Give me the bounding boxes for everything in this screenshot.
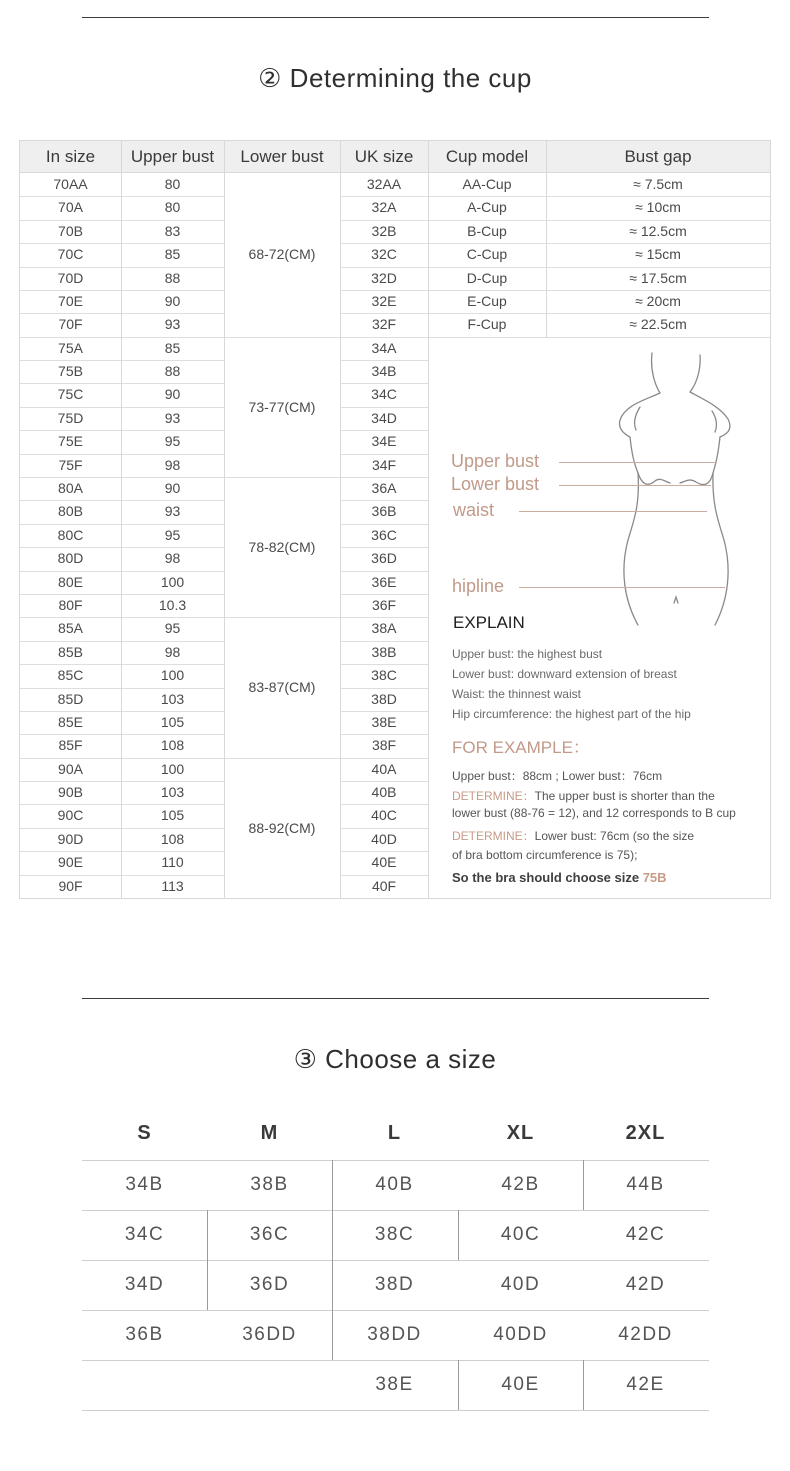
row-divider	[340, 734, 428, 735]
size-cell: 40B	[375, 1174, 414, 1195]
row-divider	[340, 804, 428, 805]
header-uk-size: UK size	[354, 147, 414, 166]
column-divider	[546, 141, 547, 337]
size-heading: M	[260, 1122, 279, 1144]
table-cell: 70C	[57, 246, 84, 263]
table-cell: 85C	[57, 667, 84, 684]
row-divider	[340, 243, 770, 244]
row-divider	[340, 313, 770, 314]
size-cell: 40C	[500, 1224, 541, 1245]
table-cell: 40B	[371, 784, 397, 801]
table-cell: C-Cup	[466, 246, 508, 263]
table-cell: 38E	[371, 713, 397, 730]
lower-bust-range: 88-92(CM)	[248, 819, 316, 836]
size-row-divider	[82, 1410, 709, 1411]
table-cell: ≈ 10cm	[635, 199, 681, 216]
table-cell: 34C	[371, 386, 397, 403]
row-divider	[20, 243, 224, 244]
header-bust-gap: Bust gap	[624, 147, 692, 166]
size-col-divider	[332, 1160, 333, 1360]
example-line-5: of bra bottom circumference is 75);	[452, 848, 638, 862]
table-cell: 93	[164, 503, 181, 520]
size-cell: 36B	[125, 1324, 164, 1345]
row-divider	[20, 360, 224, 361]
table-cell: 36E	[371, 573, 397, 590]
table-cell: 70D	[57, 269, 84, 286]
table-cell: 90	[164, 480, 181, 497]
table-cell: 90E	[58, 854, 83, 871]
table-cell: 85A	[58, 620, 83, 637]
table-cell: D-Cup	[466, 269, 508, 286]
row-divider	[20, 454, 224, 455]
size-cell: 38C	[374, 1224, 415, 1245]
table-cell: 32AA	[366, 176, 402, 192]
table-cell: B-Cup	[467, 222, 507, 239]
table-cell: 70E	[58, 292, 83, 309]
table-cell: 80A	[58, 480, 83, 497]
table-cell: 85D	[57, 690, 84, 707]
table-cell: 75B	[58, 363, 83, 380]
size-cell: 42E	[626, 1374, 665, 1395]
header-in-size: In size	[45, 147, 96, 166]
table-cell: 85F	[58, 737, 83, 754]
table-cell: 108	[160, 737, 185, 754]
determine-label: DETERMINE：	[452, 829, 535, 843]
table-cell: 34B	[371, 363, 397, 380]
row-divider	[340, 524, 428, 525]
row-divider	[20, 875, 224, 876]
table-cell: 85	[164, 246, 181, 263]
row-divider	[20, 500, 224, 501]
table-cell: 75D	[57, 409, 84, 426]
table-cell: 90B	[58, 784, 83, 801]
example-conclusion	[452, 870, 667, 885]
table-cell: 85E	[58, 713, 83, 730]
table-cell: 75E	[58, 433, 83, 450]
row-divider	[20, 688, 224, 689]
table-cell: 100	[160, 760, 185, 777]
table-cell: 90	[164, 292, 181, 309]
row-divider	[20, 430, 224, 431]
row-divider	[340, 688, 428, 689]
size-heading: L	[387, 1122, 402, 1144]
explain-line: Lower bust: downward extension of breast	[452, 667, 677, 681]
row-divider	[340, 360, 428, 361]
row-divider	[20, 547, 224, 548]
table-cell: 90D	[57, 830, 84, 847]
table-cell: 70AA	[53, 176, 88, 192]
row-divider	[20, 664, 224, 665]
row-divider	[20, 804, 224, 805]
row-divider	[20, 383, 224, 384]
row-divider	[20, 290, 224, 291]
size-cell	[207, 1360, 332, 1410]
size-cell: 36C	[249, 1224, 290, 1245]
size-cell: 42DD	[618, 1324, 673, 1345]
row-divider	[340, 267, 770, 268]
table-cell: 32F	[371, 316, 397, 333]
table-row	[20, 313, 770, 336]
table-cell: 34E	[371, 433, 397, 450]
table-row	[20, 734, 770, 757]
table-cell: 83	[164, 222, 181, 239]
waist-line	[519, 511, 707, 512]
size-heading: S	[137, 1122, 152, 1144]
table-cell: 36A	[371, 480, 397, 497]
table-cell: 32A	[371, 199, 397, 216]
label-upper-bust: Upper bust	[451, 451, 540, 471]
row-divider	[20, 734, 224, 735]
column-divider	[428, 141, 429, 898]
lower-bust-range: 68-72(CM)	[248, 246, 316, 262]
table-cell: 32D	[371, 269, 397, 286]
row-divider	[20, 267, 224, 268]
size-cell: 34C	[124, 1224, 165, 1245]
table-cell: 93	[164, 409, 181, 426]
determine-label: DETERMINE：	[452, 789, 535, 803]
explain-line: Hip circumference: the highest part of the hip	[452, 707, 691, 721]
column-divider	[340, 141, 341, 898]
row-divider	[20, 711, 224, 712]
example-line-2	[452, 787, 715, 804]
table-cell: 85	[164, 339, 181, 356]
row-divider	[340, 383, 428, 384]
row-divider	[340, 407, 428, 408]
table-cell: 40C	[371, 807, 397, 824]
answer-size: 75B	[642, 870, 667, 885]
lower-bust-line	[559, 485, 711, 486]
lower-bust-range: 83-87(CM)	[248, 679, 316, 696]
table-cell: 105	[160, 807, 185, 824]
table-row	[20, 173, 770, 196]
table-cell: 110	[161, 854, 184, 871]
table-cell: 80	[164, 176, 181, 192]
row-divider	[340, 641, 428, 642]
table-cell: 38A	[371, 620, 397, 637]
top-divider	[82, 17, 709, 18]
table-cell: AA-Cup	[462, 176, 512, 192]
conclusion-text: So the bra should choose size	[452, 870, 643, 885]
table-cell: 70F	[58, 316, 83, 333]
divider-choose-size	[82, 998, 709, 999]
row-divider	[340, 547, 428, 548]
table-cell: 80E	[58, 573, 83, 590]
label-waist: waist	[453, 500, 495, 520]
example-text: Lower bust: 76cm (so the size	[534, 829, 695, 843]
table-cell: 90	[164, 386, 181, 403]
row-divider	[340, 781, 428, 782]
table-cell: 80B	[58, 503, 83, 520]
row-divider	[340, 337, 770, 338]
table-cell: 38F	[371, 737, 397, 754]
table-cell: 90C	[57, 807, 84, 824]
size-col-divider	[207, 1210, 208, 1310]
body-outline-figure	[600, 345, 760, 645]
size-cell	[82, 1360, 207, 1410]
table-cell: 32C	[371, 246, 397, 263]
row-divider	[340, 430, 428, 431]
size-cell: 38D	[374, 1274, 415, 1295]
size-cell: 34B	[125, 1174, 164, 1195]
table-cell: 108	[160, 830, 185, 847]
size-cell: 40D	[500, 1274, 541, 1295]
size-heading: XL	[506, 1122, 535, 1144]
table-cell: 70A	[58, 199, 83, 216]
example-line-3: lower bust (88-76 = 12), and 12 corresponds to B cup	[452, 806, 736, 820]
table-cell: 36D	[371, 550, 397, 567]
size-col-divider	[583, 1360, 584, 1410]
table-cell: 80C	[57, 526, 84, 543]
table-cell: 34A	[371, 339, 397, 356]
table-cell: 32E	[371, 292, 397, 309]
row-divider	[20, 524, 224, 525]
row-divider	[340, 196, 770, 197]
table-cell: 75A	[58, 339, 83, 356]
example-line-1: Upper bust：88cm ; Lower bust：76cm	[452, 769, 663, 783]
row-divider	[20, 641, 224, 642]
table-cell: 32B	[371, 222, 397, 239]
table-cell: 103	[160, 690, 185, 707]
table-cell: 34F	[371, 456, 397, 473]
table-cell: 113	[161, 877, 184, 894]
table-cell: 75C	[57, 386, 84, 403]
table-cell: 85B	[58, 643, 83, 660]
row-divider	[20, 220, 224, 221]
table-cell: ≈ 7.5cm	[633, 176, 683, 192]
lower-bust-range: 73-77(CM)	[248, 398, 316, 415]
row-divider	[340, 500, 428, 501]
table-cell: 80D	[57, 550, 84, 567]
row-divider	[340, 828, 428, 829]
table-cell: ≈ 12.5cm	[629, 222, 687, 239]
table-cell: ≈ 15cm	[635, 246, 681, 263]
row-divider	[20, 407, 224, 408]
example-text: The upper bust is shorter than the	[534, 789, 715, 803]
row-divider	[20, 196, 224, 197]
table-cell: 40A	[371, 760, 397, 777]
table-cell: 105	[160, 713, 185, 730]
label-hipline: hipline	[452, 576, 505, 596]
table-cell: 90F	[58, 877, 83, 894]
size-cell: 38E	[375, 1374, 414, 1395]
table-cell: 88	[164, 269, 181, 286]
table-cell: 36B	[371, 503, 397, 520]
table-cell: A-Cup	[467, 199, 507, 216]
table-cell: ≈ 22.5cm	[629, 316, 687, 333]
table-cell: 75F	[58, 456, 83, 473]
row-divider	[20, 828, 224, 829]
size-cell: 42D	[625, 1274, 666, 1295]
row-divider	[20, 851, 224, 852]
row-divider	[340, 290, 770, 291]
size-col-divider	[583, 1160, 584, 1210]
row-divider	[20, 781, 224, 782]
lower-bust-range: 78-82(CM)	[248, 539, 316, 556]
section-title-size: ③ Choose a size	[293, 1044, 497, 1074]
size-cell: 38DD	[367, 1324, 422, 1345]
row-divider	[340, 594, 428, 595]
row-divider	[20, 594, 224, 595]
row-divider	[20, 313, 224, 314]
row-divider	[340, 571, 428, 572]
explain-line: Upper bust: the highest bust	[452, 647, 603, 661]
table-cell: 100	[160, 667, 185, 684]
table-row	[20, 290, 770, 313]
explain-line: Waist: the thinnest waist	[452, 687, 581, 701]
row-divider	[340, 454, 428, 455]
table-cell: 38C	[371, 667, 397, 684]
hipline-line	[519, 587, 725, 588]
table-cell: 95	[164, 433, 181, 450]
table-row	[20, 220, 770, 243]
upper-bust-line	[559, 462, 717, 463]
table-cell: 10.3	[158, 596, 187, 613]
table-cell: 34D	[371, 409, 397, 426]
table-cell: 80F	[58, 596, 83, 613]
table-cell: 103	[160, 784, 185, 801]
example-line-4	[452, 827, 694, 844]
size-cell: 38B	[250, 1174, 289, 1195]
header-upper-bust: Upper bust	[130, 147, 215, 166]
table-cell: ≈ 17.5cm	[629, 269, 687, 286]
size-cell: 36D	[249, 1274, 290, 1295]
size-cell: 42B	[501, 1174, 540, 1195]
table-cell: 98	[164, 550, 181, 567]
table-cell: 95	[164, 526, 181, 543]
table-row	[20, 243, 770, 266]
table-cell: E-Cup	[467, 292, 507, 309]
table-cell: 38D	[371, 690, 397, 707]
size-cell: 44B	[626, 1174, 665, 1195]
table-cell: 90A	[58, 760, 83, 777]
size-col-divider	[458, 1360, 459, 1410]
table-row	[20, 196, 770, 219]
table-cell: 98	[164, 643, 181, 660]
table-cell: 40E	[371, 854, 397, 871]
table-cell: 95	[164, 620, 181, 637]
table-cell: 36C	[371, 526, 397, 543]
row-divider	[340, 851, 428, 852]
table-cell: 38B	[371, 643, 397, 660]
table-header	[20, 141, 770, 173]
table-cell: ≈ 20cm	[635, 292, 681, 309]
row-divider	[20, 571, 224, 572]
size-cell: 42C	[625, 1224, 666, 1245]
row-divider	[340, 220, 770, 221]
table-cell: 100	[160, 573, 185, 590]
header-lower-bust: Lower bust	[240, 147, 324, 166]
example-heading: FOR EXAMPLE：	[452, 738, 590, 757]
row-divider	[340, 664, 428, 665]
table-cell: 80	[164, 199, 181, 216]
row-divider	[340, 875, 428, 876]
size-cell: 36DD	[242, 1324, 297, 1345]
section-title-cup: ② Determining the cup	[258, 63, 532, 93]
size-cell: 34D	[124, 1274, 165, 1295]
size-cell: 40DD	[493, 1324, 548, 1345]
size-heading: 2XL	[625, 1122, 666, 1144]
row-divider	[340, 711, 428, 712]
table-cell: 40F	[371, 877, 397, 894]
explain-heading: EXPLAIN	[453, 613, 525, 632]
table-row	[20, 267, 770, 290]
table-cell: 98	[164, 456, 181, 473]
table-cell: 88	[164, 363, 181, 380]
table-cell: F-Cup	[467, 316, 507, 333]
table-cell: 70B	[58, 222, 83, 239]
column-divider	[121, 141, 122, 898]
size-cell: 40E	[501, 1374, 540, 1395]
header-cup-model: Cup model	[445, 147, 529, 166]
table-cell: 36F	[371, 596, 397, 613]
table-cell: 40D	[371, 830, 397, 847]
table-cell: 93	[164, 316, 181, 333]
size-col-divider	[458, 1210, 459, 1260]
label-lower-bust: Lower bust	[451, 474, 540, 494]
